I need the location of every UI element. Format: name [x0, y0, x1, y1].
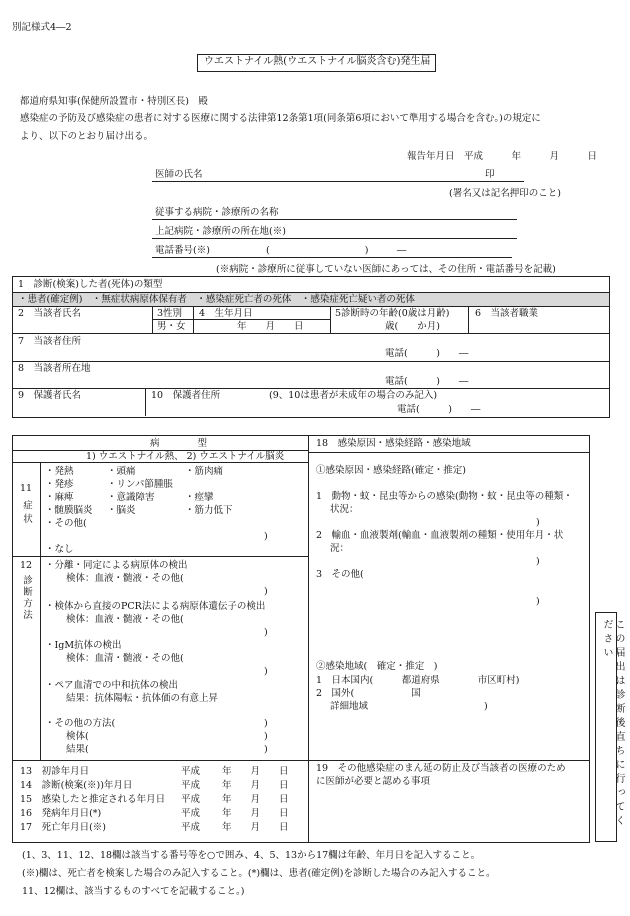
diag-pcr: ・検体から直接のPCR法による病原体遺伝子の検出 [45, 601, 266, 612]
diag-other-result: 結果( [66, 744, 89, 755]
date-onset-era: 平成 [181, 808, 201, 819]
symptom-other: ・その他( [45, 518, 87, 529]
sex-label: 3性別 [157, 308, 183, 319]
route-blood-status: 況： [330, 543, 350, 554]
symptom-other-close: ) [264, 531, 268, 542]
symptoms-number: 11 [20, 483, 33, 494]
diag-pcr-close: ) [264, 627, 268, 638]
date-onset-format: 年 月 日 [222, 808, 289, 819]
symptom-encephalitis: ・脳炎 [107, 505, 136, 516]
symptom-headache: ・頭痛 [107, 466, 136, 477]
hospital-address-line [152, 238, 517, 239]
birth-format: 年 月 日 [237, 321, 304, 332]
symptoms-label: 症状 [21, 500, 32, 527]
addressee: 都道府県知事(保健所設置市・特別区長) 殿 [20, 96, 208, 107]
symptom-convulsion: ・痙攣 [185, 492, 214, 503]
date-first-visit-era: 平成 [181, 766, 201, 777]
symptom-fever: ・発熱 [45, 466, 74, 477]
guardian-phone: 電話( ) ― [397, 404, 481, 415]
intro-line-2: より、以下のとおり届け出る。 [20, 131, 154, 142]
form-id: 別記様式4―2 [12, 22, 72, 33]
sec1-title: 1 診断(検案)した者(死体)の類型 [18, 279, 163, 290]
diag-result-close: ) [264, 744, 268, 755]
date-infection-era: 平成 [181, 794, 201, 805]
phone-label: 電話番号(※) [155, 245, 210, 256]
diag-neutralization: ・ペア血清での中和抗体の検出 [45, 680, 179, 691]
disease-types: 1) ウエストナイル熱、 2) ウエストナイル脳炎 [86, 451, 285, 462]
region-heading: ②感染地域( 確定・推定 ) [316, 661, 438, 672]
hospital-name-line [152, 219, 517, 220]
side-note: この届出は診断後直ちに行ってください [601, 619, 624, 829]
date-first-visit-format: 年 月 日 [222, 766, 289, 777]
region-abroad: 2 国外( 国 [316, 688, 421, 699]
symptom-weakness: ・筋力低下 [185, 505, 233, 516]
date-diagnosis-format: 年 月 日 [222, 780, 289, 791]
route-other: 3 その他( [316, 569, 364, 580]
diag-isolation-close: ) [264, 586, 268, 597]
diag-isolation: ・分離・同定による病原体の検出 [45, 560, 188, 571]
symptom-none: ・なし [45, 544, 74, 555]
intro-line-1: 感染症の予防及び感染症の患者に対する医療に関する法律第12条第1項(同条第6項において準用する場合を含む。)の規定に [20, 113, 541, 124]
symptom-paralysis: ・麻痺 [45, 492, 74, 503]
phone-format: ( ) ― [266, 245, 407, 256]
date-death-era: 平成 [181, 822, 201, 833]
symptom-lymph: ・リンパ節腫脹 [107, 479, 173, 490]
sec1-types: ・患者(確定例) ・無症状病原体保有者 ・感染症死亡者の死体 ・感染症死亡疑い者の死体 [18, 294, 415, 305]
guardian-note: (9、10は患者が未成年の場合のみ記入) [269, 390, 438, 401]
route-animal: 1 動物・蚊・昆虫等からの感染(動物・蚊・昆虫等の種類・ [316, 491, 573, 502]
diag-igm-specimen: 検体：血清・髄液・その他( [66, 653, 184, 664]
date-infection-format: 年 月 日 [222, 794, 289, 805]
date-onset-label: 16 発病年月日(*) [20, 808, 102, 819]
route-animal-status: 状況： [330, 504, 359, 515]
hospital-note: (※病院・診療所に従事していない医師にあっては、その住所・電話番号を記載) [216, 264, 556, 275]
diag-specimen-close: ) [264, 731, 268, 742]
address-phone: 電話( ) ― [385, 348, 469, 359]
birth-label: 4 生年月日 [199, 308, 253, 319]
doctor-name-line [152, 181, 524, 182]
doctor-name-label: 医師の氏名 [155, 169, 203, 180]
form-title: ウエストナイル熱(ウエストナイル脳炎含む)発生届 [204, 56, 431, 67]
guardian-address-label: 10 保護者住所 [151, 390, 221, 401]
seal-note: (署名又は記名押印のこと) [449, 188, 561, 199]
diagnosis-label: 診断方法 [21, 575, 32, 621]
route-animal-close: ) [536, 517, 540, 528]
date-first-visit-label: 13 初診年月日 [20, 766, 90, 777]
diag-igm: ・IgM抗体の検出 [45, 640, 122, 651]
sex-options: 男・女 [157, 321, 186, 332]
diagnosis-number: 12 [20, 560, 33, 571]
date-diagnosis-label: 14 診断(検案(※))年月日 [20, 780, 133, 791]
symptom-consciousness: ・意識障害 [107, 492, 155, 503]
hospital-name-label: 従事する病院・診療所の名称 [155, 207, 279, 218]
route-blood: 2 輸血・血液製剤(輸血・血液製剤の種類・使用年月・状 [316, 530, 564, 541]
diag-other-method: ・その他の方法( [45, 718, 116, 729]
date-death-format: 年 月 日 [222, 822, 289, 833]
report-date: 報告年月日 平成 年 月 日 [407, 151, 598, 162]
footnote-3: 11、12欄は、該当するものすべてを記載すること。) [22, 886, 245, 897]
diag-neutralization-result: 結果：抗体陽転・抗体価の有意上昇 [66, 693, 219, 704]
sec18-header: 18 感染原因・感染経路・感染地域 [316, 438, 471, 449]
region-abroad-close: ) [484, 701, 488, 712]
patient-name-label: 2 当該者氏名 [18, 308, 82, 319]
sec19-line1: 19 その他感染症のまん延の防止及び当該者の医療のため [316, 763, 566, 774]
diag-other-specimen: 検体( [66, 731, 89, 742]
symptom-rash: ・発疹 [45, 479, 74, 490]
footnote-1: (1、3、11、12、18欄は該当する番号等を○で囲み、4、5、13から17欄は年齢、年月日を記入すること。 [22, 850, 481, 861]
guardian-name-label: 9 保護者氏名 [18, 390, 82, 401]
location-label: 8 当該者所在地 [18, 363, 91, 374]
region-domestic: 1 日本国内( 都道府県 市区町村) [316, 675, 520, 686]
route-blood-close: ) [536, 556, 540, 567]
date-infection-label: 15 感染したと推定される年月日 [20, 794, 166, 805]
diag-igm-close: ) [264, 666, 268, 677]
diag-other-close: ) [264, 718, 268, 729]
age-format: 歳( か月) [385, 321, 440, 332]
disease-header: 病 型 [150, 438, 208, 449]
region-detail: 詳細地域 [330, 701, 369, 712]
cause-heading: ①感染原因・感染経路(確定・推定) [316, 465, 466, 476]
seal-mark: 印 [485, 169, 495, 180]
symptom-meningoencephalitis: ・髄膜脳炎 [45, 505, 93, 516]
route-other-close: ) [536, 596, 540, 607]
symptom-myalgia: ・筋肉痛 [185, 466, 224, 477]
age-label: 5診断時の年齢(0歳は月齢) [335, 308, 450, 319]
diag-pcr-specimen: 検体：血液・髄液・その他( [66, 614, 184, 625]
diag-isolation-specimen: 検体：血液・髄液・その他( [66, 573, 184, 584]
phone-line [152, 257, 512, 258]
address-label: 7 当該者住所 [18, 336, 82, 347]
sec19-line2: に医師が必要と認める事項 [316, 776, 431, 787]
hospital-address-label: 上記病院・診療所の所在地(※) [155, 226, 286, 237]
date-diagnosis-era: 平成 [181, 780, 201, 791]
location-phone: 電話( ) ― [385, 376, 469, 387]
date-death-label: 17 死亡年月日(※) [20, 822, 107, 833]
footnote-2: (※)欄は、死亡者を検案した場合のみ記入すること。(*)欄は、患者(確定例)を診断した場合のみ記入すること。 [22, 868, 496, 879]
job-label: 6 当該者職業 [475, 308, 539, 319]
